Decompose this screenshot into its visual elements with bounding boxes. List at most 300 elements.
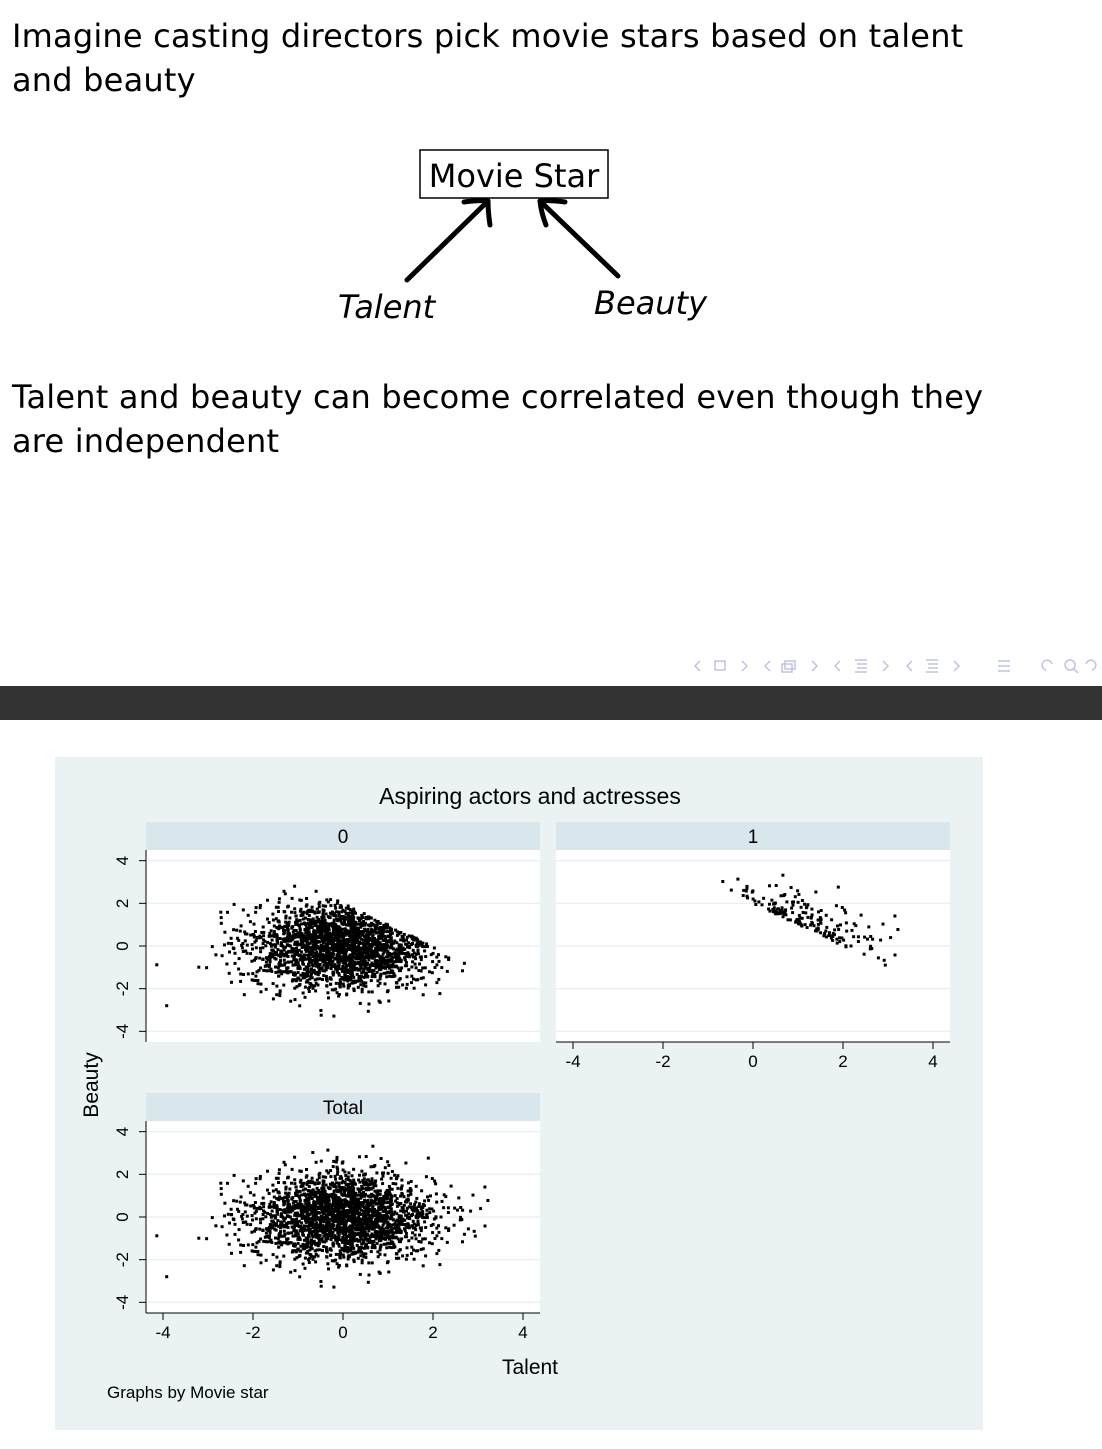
- scatter-point: [378, 1201, 381, 1204]
- scatter-point: [268, 921, 271, 924]
- scatter-point: [325, 1201, 328, 1204]
- scatter-point: [366, 975, 369, 978]
- scatter-point: [260, 990, 263, 993]
- scatter-point: [390, 1240, 393, 1243]
- scatter-point: [302, 1234, 305, 1237]
- scatter-point: [790, 907, 793, 910]
- scatter-point: [403, 956, 406, 959]
- scatter-point: [268, 1192, 271, 1195]
- scatter-point: [321, 1240, 324, 1243]
- scatter-point: [444, 955, 447, 958]
- scatter-point: [332, 930, 335, 933]
- scatter-point: [220, 1193, 223, 1196]
- scatter-point: [809, 924, 812, 927]
- scatter-point: [338, 913, 341, 916]
- scatter-point: [262, 1205, 265, 1208]
- scatter-point: [332, 914, 335, 917]
- scatter-point: [334, 907, 337, 910]
- scatter-point: [395, 1176, 398, 1179]
- scatter-point: [787, 918, 790, 921]
- scatter-point: [367, 942, 370, 945]
- scatter-point: [431, 960, 434, 963]
- scatter-point: [323, 909, 326, 912]
- scatter-point: [230, 1252, 233, 1255]
- scatter-point: [393, 956, 396, 959]
- scatter-point: [344, 1223, 347, 1226]
- scatter-point: [331, 911, 334, 914]
- y-tick-label: -4: [113, 1023, 132, 1039]
- scatter-point: [266, 964, 269, 967]
- scatter-point: [331, 961, 334, 964]
- scatter-point: [367, 1178, 370, 1181]
- scatter-point: [265, 1259, 268, 1262]
- scatter-point: [283, 1230, 286, 1233]
- scatter-point: [266, 1212, 269, 1215]
- presentation-icon[interactable]: [926, 660, 938, 672]
- subsection-icon[interactable]: [782, 661, 795, 672]
- scatter-point: [370, 1193, 373, 1196]
- scatter-point: [283, 1202, 286, 1205]
- scatter-point: [368, 967, 371, 970]
- scatter-point: [363, 976, 366, 979]
- scatter-point: [255, 1217, 258, 1220]
- scatter-point: [315, 982, 318, 985]
- scatter-point: [296, 1203, 299, 1206]
- scatter-point: [305, 950, 308, 953]
- scatter-point: [313, 1201, 316, 1204]
- scatter-point: [298, 1275, 301, 1278]
- scatter-point: [359, 983, 362, 986]
- scatter-point: [310, 910, 313, 913]
- scatter-point: [311, 926, 314, 929]
- scatter-point: [367, 1010, 370, 1013]
- scatter-point: [314, 912, 317, 915]
- scatter-point: [398, 1220, 401, 1223]
- scatter-point: [299, 974, 302, 977]
- scatter-point: [415, 1206, 418, 1209]
- scatter-point: [251, 972, 254, 975]
- scatter-point: [322, 1245, 325, 1248]
- scatter-point: [422, 976, 425, 979]
- scatter-point: [397, 966, 400, 969]
- scatter-point: [441, 1200, 444, 1203]
- scatter-point: [364, 960, 367, 963]
- scatter-point: [404, 1200, 407, 1203]
- nav-left-icon[interactable]: [835, 661, 840, 671]
- scatter-point: [386, 1160, 389, 1163]
- scatter-point: [279, 950, 282, 953]
- nav-right-icon[interactable]: [812, 661, 817, 671]
- scatter-point: [371, 990, 374, 993]
- scatter-point: [418, 1202, 421, 1205]
- scatter-point: [797, 901, 800, 904]
- nav-right-icon[interactable]: [954, 661, 959, 671]
- scatter-point: [804, 911, 807, 914]
- scatter-point: [329, 1169, 332, 1172]
- scatter-point: [343, 933, 346, 936]
- scatter-point: [780, 894, 783, 897]
- scatter-point: [307, 1234, 310, 1237]
- scatter-point: [286, 936, 289, 939]
- scatter-point: [258, 935, 261, 938]
- scatter-point: [275, 933, 278, 936]
- scatter-point: [349, 1182, 352, 1185]
- scatter-point: [357, 1227, 360, 1230]
- section-icon[interactable]: [855, 660, 867, 672]
- scatter-point: [353, 924, 356, 927]
- scatter-point: [294, 1244, 297, 1247]
- nav-left-icon[interactable]: [907, 661, 912, 671]
- scatter-point: [365, 1208, 368, 1211]
- scatter-point: [322, 904, 325, 907]
- scatter-point: [291, 1226, 294, 1229]
- scatter-point: [299, 1190, 302, 1193]
- nav-left-icon[interactable]: [695, 661, 700, 671]
- nav-left-icon[interactable]: [765, 661, 770, 671]
- scatter-point: [322, 1216, 325, 1219]
- scatter-point: [370, 1221, 373, 1224]
- scatter-point: [877, 956, 880, 959]
- scatter-point: [403, 1227, 406, 1230]
- scatter-point: [359, 965, 362, 968]
- scatter-point: [378, 1217, 381, 1220]
- scatter-point: [308, 1196, 311, 1199]
- y-tick-label: 0: [113, 941, 132, 951]
- scatter-point: [286, 1207, 289, 1210]
- undo-icon[interactable]: [1042, 660, 1052, 670]
- scatter-point: [353, 955, 356, 958]
- scatter-point: [275, 993, 278, 996]
- scatter-point: [254, 975, 257, 978]
- scatter-point: [332, 1286, 335, 1289]
- scatter-point: [339, 1256, 342, 1259]
- scatter-point: [319, 1227, 322, 1230]
- scatter-point: [276, 1219, 279, 1222]
- scatter-point: [357, 986, 360, 989]
- scatter-point: [362, 1191, 365, 1194]
- scatter-point: [379, 922, 382, 925]
- scatter-point: [361, 971, 364, 974]
- scatter-point: [435, 981, 438, 984]
- align-icon[interactable]: [998, 661, 1010, 671]
- scatter-point: [234, 952, 237, 955]
- scatter-point: [347, 1203, 350, 1206]
- scatter-point: [227, 1213, 230, 1216]
- scatter-point: [298, 1225, 301, 1228]
- scatter-point: [358, 1246, 361, 1249]
- scatter-point: [220, 916, 223, 919]
- scatter-point: [294, 953, 297, 956]
- scatter-point: [438, 1263, 441, 1266]
- scatter-point: [232, 1218, 235, 1221]
- scatter-point: [344, 952, 347, 955]
- scatter-point: [378, 956, 381, 959]
- scatter-point: [284, 946, 287, 949]
- scatter-point: [340, 1210, 343, 1213]
- scatter-point: [842, 939, 845, 942]
- scatter-point: [391, 932, 394, 935]
- dag-diagram: [0, 0, 1102, 360]
- scatter-point: [230, 1208, 233, 1211]
- scatter-point: [390, 1177, 393, 1180]
- scatter-point: [249, 934, 252, 937]
- scatter-point: [457, 1196, 460, 1199]
- scatter-point: [271, 1210, 274, 1213]
- scatter-point: [321, 978, 324, 981]
- scatter-point: [376, 971, 379, 974]
- scatter-point: [386, 1221, 389, 1224]
- scatter-point: [252, 979, 255, 982]
- scatter-point: [291, 1168, 294, 1171]
- scatter-point: [371, 969, 374, 972]
- scatter-point: [334, 904, 337, 907]
- scatter-point: [416, 951, 419, 954]
- scatter-point: [278, 994, 281, 997]
- scatter-point: [317, 940, 320, 943]
- scatter-point: [836, 924, 839, 927]
- scatter-point: [340, 1239, 343, 1242]
- scatter-point: [335, 982, 338, 985]
- scatter-point: [838, 940, 841, 943]
- scatter-point: [867, 925, 870, 928]
- scatter-point: [387, 935, 390, 938]
- scatter-point: [357, 956, 360, 959]
- scatter-point: [446, 970, 449, 973]
- scatter-point: [287, 924, 290, 927]
- scatter-point: [376, 1222, 379, 1225]
- scatter-point: [269, 1213, 272, 1216]
- scatter-point: [219, 1182, 222, 1185]
- nav-right-icon[interactable]: [883, 661, 888, 671]
- y-tick-label: 2: [113, 1169, 132, 1180]
- scatter-point: [479, 1207, 482, 1210]
- scatter-point: [271, 1184, 274, 1187]
- scatter-point: [283, 1235, 286, 1238]
- scatter-point: [221, 1225, 224, 1228]
- scatter-point: [233, 1174, 236, 1177]
- scatter-point: [276, 1210, 279, 1213]
- scatter-point: [272, 932, 275, 935]
- scatter-point: [361, 990, 364, 993]
- scatter-point: [400, 1215, 403, 1218]
- scatter-point: [249, 1205, 252, 1208]
- scatter-point: [428, 1241, 431, 1244]
- scatter-point: [410, 966, 413, 969]
- scatter-point: [320, 1285, 323, 1288]
- scatter-point: [341, 915, 344, 918]
- search-icon[interactable]: [1065, 660, 1078, 673]
- scatter-point: [368, 1241, 371, 1244]
- scatter-point: [259, 906, 262, 909]
- scatter-point: [318, 1181, 321, 1184]
- scatter-point: [742, 889, 745, 892]
- scatter-point: [426, 1216, 429, 1219]
- scatter-point: [405, 1210, 408, 1213]
- scatter-point: [270, 929, 273, 932]
- scatter-point: [277, 906, 280, 909]
- scatter-point: [272, 1268, 275, 1271]
- scatter-point: [385, 1246, 388, 1249]
- nav-right-icon[interactable]: [742, 661, 747, 671]
- scatter-point: [339, 1175, 342, 1178]
- scatter-point: [444, 1195, 447, 1198]
- scatter-point: [810, 915, 813, 918]
- scatter-point: [336, 1166, 339, 1169]
- scatter-point: [332, 1185, 335, 1188]
- scatter-point: [363, 1247, 366, 1250]
- scatter-point: [298, 949, 301, 952]
- scatter-point: [328, 1193, 331, 1196]
- scatter-point: [434, 966, 437, 969]
- scatter-point: [863, 936, 866, 939]
- scatter-point: [273, 957, 276, 960]
- scatter-point: [397, 1257, 400, 1260]
- scatter-point: [302, 976, 305, 979]
- scatter-point: [336, 941, 339, 944]
- scatter-point: [283, 1161, 286, 1164]
- scatter-point: [273, 1228, 276, 1231]
- scatter-point: [298, 983, 301, 986]
- scatter-point: [331, 945, 334, 948]
- scatter-point: [400, 944, 403, 947]
- scatter-point: [355, 962, 358, 965]
- scatter-point: [388, 975, 391, 978]
- scatter-point: [806, 926, 809, 929]
- scatter-point: [869, 945, 872, 948]
- scatter-point: [419, 956, 422, 959]
- scatter-point: [386, 1242, 389, 1245]
- scatter-point: [357, 923, 360, 926]
- scatter-point: [311, 1177, 314, 1180]
- scatter-point: [820, 909, 823, 912]
- scatter-point: [290, 1241, 293, 1244]
- scatter-point: [845, 930, 848, 933]
- scatter-point: [258, 957, 261, 960]
- scatter-point: [326, 1216, 329, 1219]
- scatter-point: [304, 1257, 307, 1260]
- scatter-point: [484, 1225, 487, 1228]
- scatter-point: [305, 1168, 308, 1171]
- scatter-point: [296, 923, 299, 926]
- scatter-point: [354, 1252, 357, 1255]
- scatter-point: [404, 943, 407, 946]
- scatter-point: [327, 958, 330, 961]
- scatter-point: [368, 1274, 371, 1277]
- scatter-point: [472, 1194, 475, 1197]
- scatter-point: [240, 1195, 243, 1198]
- scatter-point: [308, 937, 311, 940]
- scatter-point: [341, 1186, 344, 1189]
- scatter-point: [365, 1225, 368, 1228]
- scatter-point: [378, 946, 381, 949]
- scatter-point: [342, 909, 345, 912]
- scatter-point: [304, 928, 307, 931]
- scatter-point: [354, 1203, 357, 1206]
- scatter-point: [297, 964, 300, 967]
- scatter-point: [819, 931, 822, 934]
- scatter-point: [308, 1228, 311, 1231]
- scatter-point: [259, 950, 262, 953]
- scatter-point: [269, 1223, 272, 1226]
- redo-icon[interactable]: [1086, 660, 1096, 670]
- x-tick-label: -2: [655, 1052, 671, 1071]
- scatter-point: [277, 965, 280, 968]
- scatter-point: [293, 1200, 296, 1203]
- scatter-point: [225, 963, 228, 966]
- scatter-point: [322, 1175, 325, 1178]
- scatter-point: [376, 1235, 379, 1238]
- scatter-point: [252, 1204, 255, 1207]
- scatter-point: [350, 1204, 353, 1207]
- scatter-point: [800, 906, 803, 909]
- scatter-point: [266, 1228, 269, 1231]
- scatter-point: [237, 939, 240, 942]
- scatter-point: [386, 1189, 389, 1192]
- scatter-point: [894, 954, 897, 957]
- scatter-point: [428, 1211, 431, 1214]
- scatter-point: [410, 1189, 413, 1192]
- scatter-point: [825, 935, 828, 938]
- scatter-point: [348, 983, 351, 986]
- scatter-point: [356, 949, 359, 952]
- scatter-point: [394, 1182, 397, 1185]
- scatter-point: [285, 1222, 288, 1225]
- scatter-point: [235, 929, 238, 932]
- scatter-point: [339, 1252, 342, 1255]
- scatter-point: [260, 983, 263, 986]
- scatter-point: [408, 955, 411, 958]
- scatter-point: [262, 931, 265, 934]
- x-tick-label: -4: [155, 1323, 171, 1342]
- scatter-point: [412, 1249, 415, 1252]
- scatter-point: [392, 1182, 395, 1185]
- scatter-point: [254, 1246, 257, 1249]
- frame-icon[interactable]: [715, 661, 725, 670]
- scatter-point: [433, 947, 436, 950]
- scatter-point: [287, 966, 290, 969]
- scatter-point: [407, 941, 410, 944]
- scatter-point: [392, 947, 395, 950]
- scatter-point: [781, 874, 784, 877]
- scatter-point: [390, 1196, 393, 1199]
- scatter-point: [252, 933, 255, 936]
- scatter-point: [352, 988, 355, 991]
- scatter-point: [431, 1242, 434, 1245]
- scatter-point: [307, 1239, 310, 1242]
- scatter-point: [273, 1224, 276, 1227]
- scatter-point: [264, 944, 267, 947]
- scatter-point: [351, 1174, 354, 1177]
- scatter-point: [245, 1204, 248, 1207]
- scatter-point: [392, 1243, 395, 1246]
- scatter-point: [334, 1194, 337, 1197]
- scatter-point: [318, 901, 321, 904]
- scatter-point: [371, 1261, 374, 1264]
- scatter-point: [310, 1244, 313, 1247]
- scatter-point: [371, 1177, 374, 1180]
- scatter-point: [297, 1248, 300, 1251]
- scatter-point: [345, 993, 348, 996]
- scatter-point: [278, 1192, 281, 1195]
- scatter-point: [344, 1201, 347, 1204]
- scatter-point: [237, 1210, 240, 1213]
- scatter-point: [353, 1216, 356, 1219]
- scatter-point: [322, 945, 325, 948]
- scatter-point: [294, 915, 297, 918]
- scatter-point: [422, 1264, 425, 1267]
- scatter-point: [382, 1171, 385, 1174]
- scatter-point: [318, 1176, 321, 1179]
